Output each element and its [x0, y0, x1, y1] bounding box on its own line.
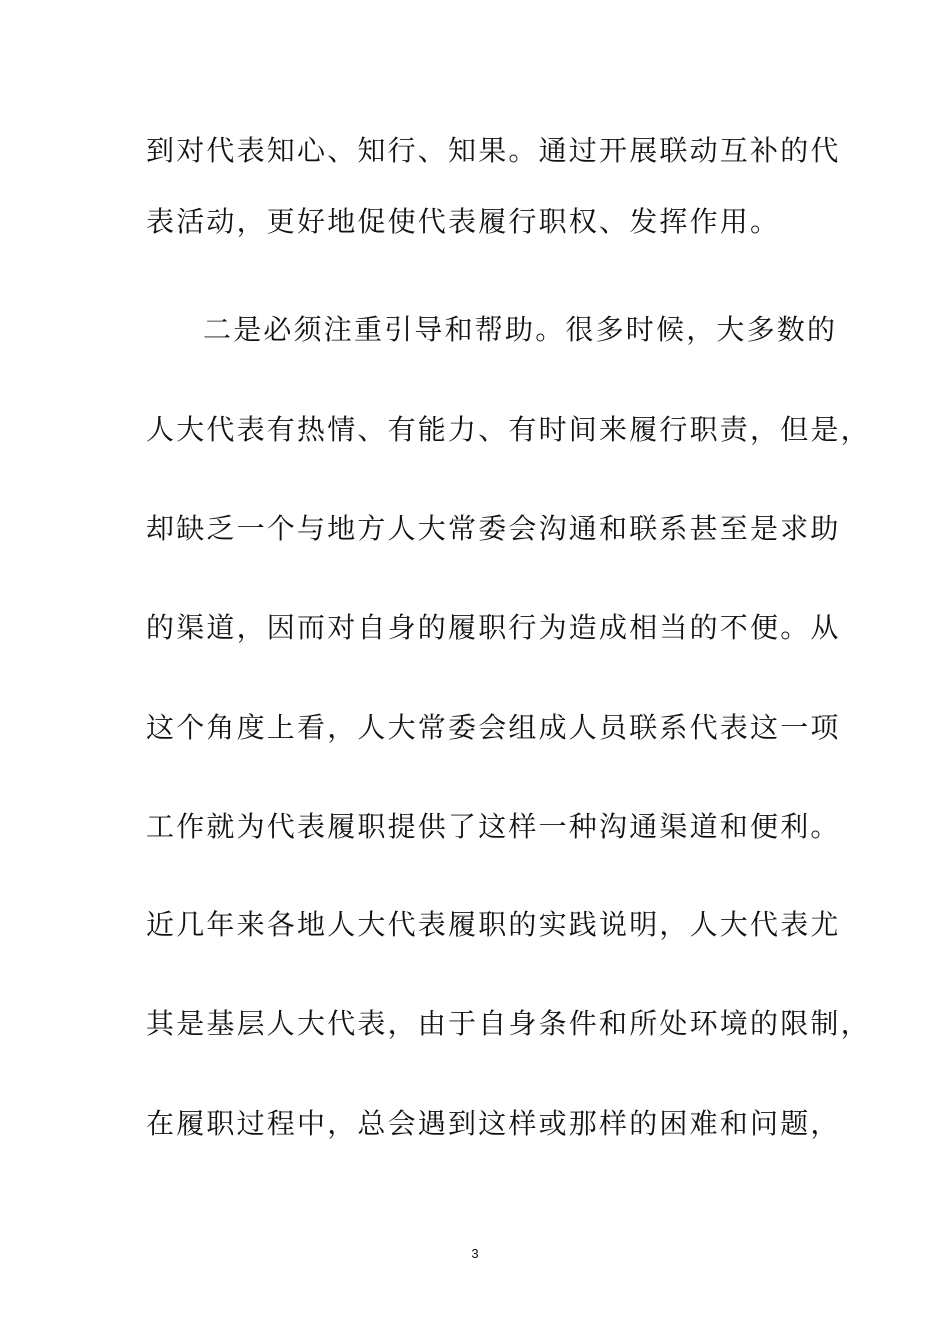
- body-text-line: 到对代表知心、知行、知果。通过开展联动互补的代: [146, 134, 841, 167]
- body-text-line: 工作就为代表履职提供了这样一种沟通渠道和便利。: [146, 810, 841, 843]
- body-text-line: 在履职过程中，总会遇到这样或那样的困难和问题，: [146, 1107, 841, 1140]
- body-text-line: 这个角度上看，人大常委会组成人员联系代表这一项: [146, 711, 841, 744]
- page-number: 3: [471, 1246, 479, 1261]
- body-text-line: 人大代表有热情、有能力、有时间来履行职责，但是，: [146, 413, 871, 446]
- body-text-line: 表活动，更好地促使代表履行职权、发挥作用。: [146, 205, 781, 238]
- body-text-line: 近几年来各地人大代表履职的实践说明，人大代表尤: [146, 908, 841, 941]
- paragraph-first-line: 二是必须注重引导和帮助。很多时候，大多数的: [203, 313, 838, 346]
- body-text-line: 却缺乏一个与地方人大常委会沟通和联系甚至是求助: [146, 512, 841, 545]
- body-text-line: 的渠道，因而对自身的履职行为造成相当的不便。从: [146, 611, 841, 644]
- body-text-line: 其是基层人大代表，由于自身条件和所处环境的限制，: [146, 1007, 871, 1040]
